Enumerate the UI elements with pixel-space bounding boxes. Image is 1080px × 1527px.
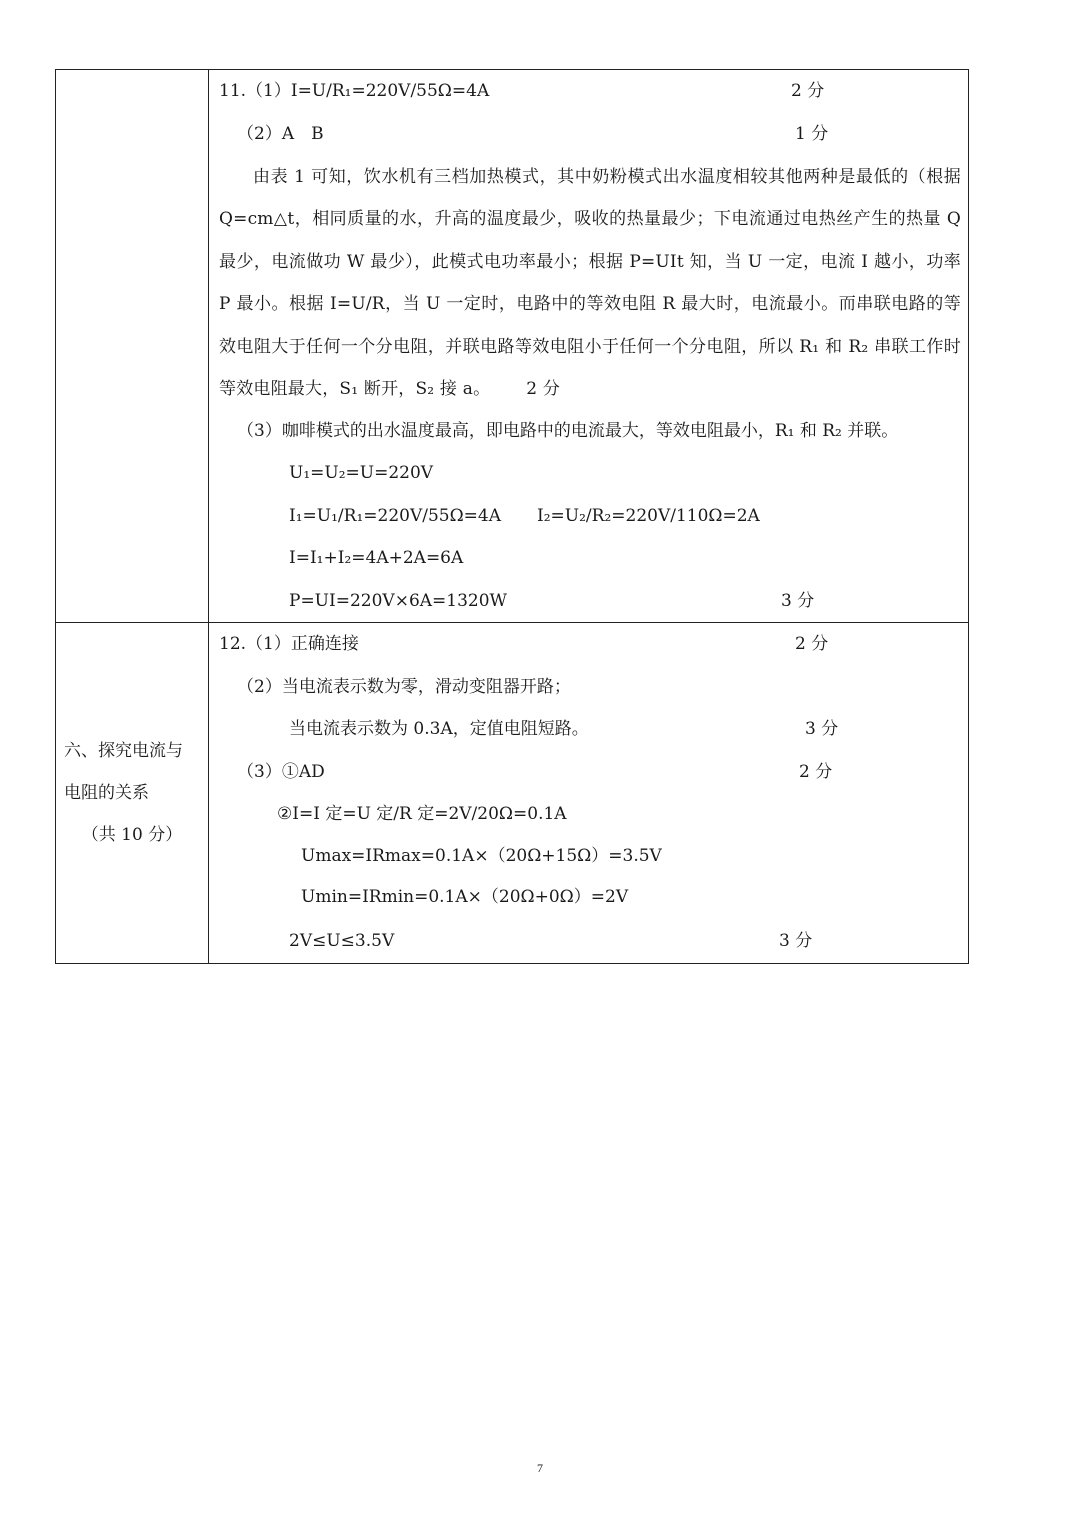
section-title-line-1: 六、探究电流与	[64, 741, 183, 761]
q11-part1: 11.（1）I=U/R₁=220V/55Ω=4A	[219, 81, 490, 101]
q11-equation-2b: I₂=U₂/R₂=220V/110Ω=2A	[537, 506, 760, 526]
section-title-line-2: 电阻的关系	[64, 783, 149, 803]
q11-equation-4: P=UI=220V×6A=1320W	[289, 591, 508, 611]
answer-cell-q12	[209, 623, 968, 963]
section-title	[64, 730, 200, 856]
q12-part1: 12.（1）正确连接	[219, 634, 359, 654]
q12-equation-4-score: 3 分	[779, 931, 813, 951]
section-cell-empty	[56, 70, 209, 622]
q11-part2-score: 1 分	[795, 124, 829, 144]
q12-part2b: 当电流表示数为 0.3A，定值电阻短路。	[289, 719, 589, 739]
q11-explanation: 由表 1 可知，饮水机有三档加热模式，其中奶粉模式出水温度相较其他两种是最低的（根据 Q=cm△t，相同质量的水，升高的温度最少，吸收的热量最少；下电流通过电热丝产生的热量 Q 最少，电流做功 W 最少），此模式电功率最小；根据 P=UIt 知，当 U 一定，电流 I 越小，功率 P 最小。根据 I=U/R，当 U 一定时，电路中的等效电阻 R 最大时，电流最小。而串联电路的等效电阻大于任何一个分电阻，并联电路等效电阻小于任何一个分电阻，所以 R₁ 和 R₂ 串联工作时等效电阻最大，S₁ 断开，S₂ 接 a。 2 分	[219, 167, 961, 400]
page-number: 7	[537, 1461, 543, 1475]
q12-equation-3: Umin=IRmin=0.1A×（20Ω+0Ω）=2V	[301, 887, 629, 907]
q11-equation-4-score: 3 分	[781, 591, 815, 611]
q11-part1-score: 2 分	[791, 81, 825, 101]
answer-table	[55, 69, 969, 964]
q12-part2-score: 3 分	[805, 719, 839, 739]
q11-equation-3: I=I₁+I₂=4A+2A=6A	[289, 548, 464, 568]
table-row-q11	[56, 70, 968, 623]
table-row-q12	[56, 623, 968, 963]
q12-part3: （3）①AD	[237, 762, 325, 782]
q11-part3: （3）咖啡模式的出水温度最高，即电路中的电流最大，等效电阻最小，R₁ 和 R₂ 并联。	[237, 421, 899, 441]
section-points: （共 10 分）	[81, 825, 183, 845]
q11-explanation-score: 2 分	[526, 379, 561, 400]
q12-part1-score: 2 分	[795, 634, 829, 654]
q11-equation-2a: I₁=U₁/R₁=220V/55Ω=4A	[289, 506, 502, 526]
q12-equation-1: ②I=I 定=U 定/R 定=2V/20Ω=0.1A	[277, 804, 567, 824]
q11-equation-1: U₁=U₂=U=220V	[289, 463, 434, 483]
answer-cell-q11	[209, 70, 968, 622]
q12-part3-score: 2 分	[799, 762, 833, 782]
q12-equation-2: Umax=IRmax=0.1A×（20Ω+15Ω）=3.5V	[301, 846, 662, 866]
q11-part2: （2）A B	[237, 124, 324, 144]
section-cell-q12	[56, 623, 209, 963]
q12-part2a: （2）当电流表示数为零，滑动变阻器开路；	[237, 677, 571, 697]
q12-equation-4: 2V≤U≤3.5V	[289, 931, 395, 951]
